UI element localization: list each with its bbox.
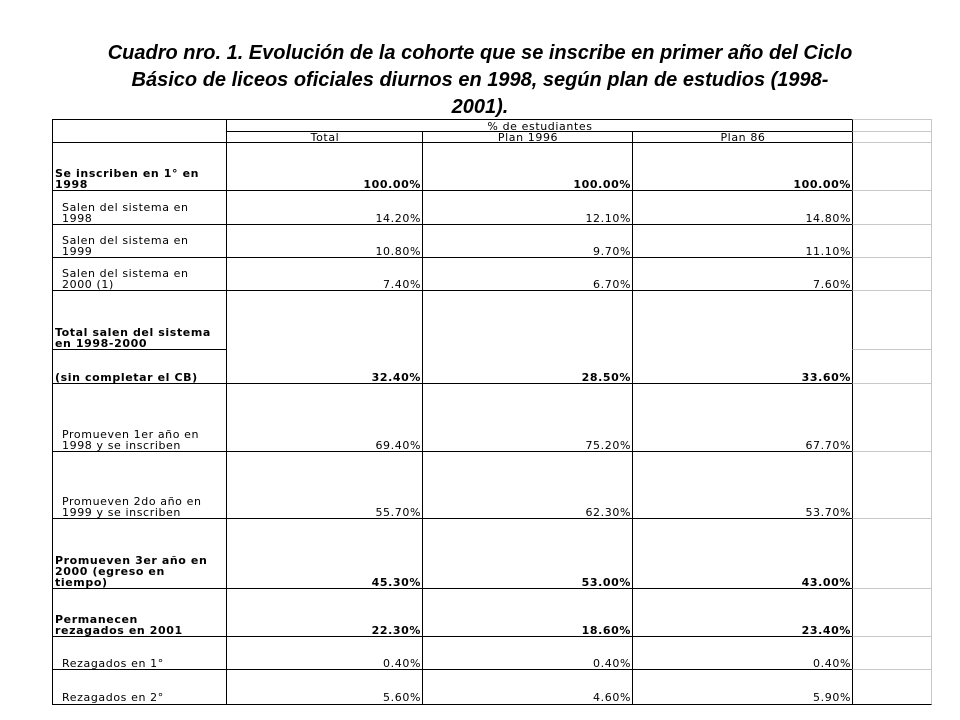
column-header-label: Plan 1996 — [497, 131, 559, 143]
row-label-line: rezagados en 2001 — [55, 624, 183, 637]
row-label-line: 1998 y se inscriben — [62, 439, 181, 452]
value-cell — [422, 451, 633, 519]
value-text: 4.60% — [593, 691, 631, 704]
value-text: 5.60% — [383, 691, 421, 704]
value-text: 28.50% — [581, 371, 631, 384]
value-cell — [422, 142, 633, 191]
value-cell — [632, 636, 853, 670]
value-cell — [632, 669, 853, 705]
value-text: 53.00% — [581, 576, 631, 589]
row-label-line: 2000 (1) — [62, 278, 114, 291]
value-text: 11.10% — [805, 245, 851, 258]
column-header-label: Total — [310, 131, 340, 143]
extra-column-cell — [852, 257, 932, 291]
extra-column-cell — [852, 190, 932, 225]
value-cell — [422, 518, 633, 589]
row-label-line: en 1998-2000 — [55, 337, 148, 350]
row-sublabel: (sin completar el CB) — [55, 371, 198, 384]
value-cell — [226, 383, 423, 452]
value-cell — [632, 451, 853, 519]
row-label-cell — [52, 142, 227, 191]
row-label-line: tiempo) — [55, 576, 108, 589]
value-text: 0.40% — [813, 657, 851, 670]
header-blank-cell — [52, 119, 227, 143]
value-cell — [422, 224, 633, 258]
value-text: 22.30% — [371, 624, 421, 637]
value-text: 14.80% — [805, 212, 851, 225]
row-label-cell — [52, 257, 227, 291]
group-header-label: % de estudiantes — [487, 119, 593, 132]
value-cell — [226, 190, 423, 225]
value-text: 7.60% — [813, 278, 851, 291]
title-line-2: Básico de liceos oficiales diurnos en 1998, según plan de estudios (1998- — [131, 69, 829, 91]
value-text: 12.10% — [585, 212, 631, 225]
value-cell — [632, 383, 853, 452]
value-cell — [226, 290, 423, 384]
value-cell — [632, 588, 853, 637]
value-cell — [422, 588, 633, 637]
title-line-1: Cuadro nro. 1. Evolución de la cohorte que se inscribe en primer año del Ciclo — [107, 42, 853, 64]
extra-column-cell — [852, 636, 932, 670]
value-text: 0.40% — [383, 657, 421, 670]
value-cell — [422, 636, 633, 670]
row-label-line: 2000 (egreso en — [55, 565, 165, 578]
row-label-cell — [52, 669, 227, 705]
value-cell — [422, 383, 633, 452]
value-text: 6.70% — [593, 278, 631, 291]
row-label-line: Promueven 3er año en — [55, 554, 208, 567]
value-text: 5.90% — [813, 691, 851, 704]
row-label-line: Total salen del sistema — [55, 326, 211, 339]
value-text: 100.00% — [793, 178, 851, 191]
value-text: 69.40% — [375, 439, 421, 452]
value-text: 55.70% — [375, 506, 421, 519]
value-cell — [226, 669, 423, 705]
value-text: 75.20% — [585, 439, 631, 452]
row-label-line: Salen del sistema en — [62, 267, 189, 280]
value-cell — [632, 290, 853, 384]
value-text: 18.60% — [581, 624, 631, 637]
value-text: 53.70% — [805, 506, 851, 519]
value-text: 62.30% — [585, 506, 631, 519]
value-text: 67.70% — [805, 439, 851, 452]
value-cell — [422, 257, 633, 291]
value-text: 0.40% — [593, 657, 631, 670]
value-cell — [422, 190, 633, 225]
row-label-line: Rezagados en 2° — [62, 691, 164, 704]
extra-column-cell — [852, 669, 932, 705]
value-text: 100.00% — [363, 178, 421, 191]
value-cell — [226, 257, 423, 291]
row-sublabel-cell — [52, 349, 227, 384]
value-text: 23.40% — [801, 624, 851, 637]
row-label-line: 1999 y se inscriben — [62, 506, 181, 519]
row-label-line: Promueven 1er año en — [62, 428, 200, 441]
row-label-line: Rezagados en 1° — [62, 657, 164, 670]
value-cell — [226, 588, 423, 637]
value-cell — [226, 518, 423, 589]
row-label-cell — [52, 518, 227, 589]
value-text: 43.00% — [801, 576, 851, 589]
row-label-line: Permanecen — [55, 613, 138, 626]
value-cell — [226, 451, 423, 519]
row-label-cell — [52, 190, 227, 225]
extra-column-cell — [852, 451, 932, 519]
row-label-cell — [52, 636, 227, 670]
value-cell — [422, 669, 633, 705]
value-text: 14.20% — [375, 212, 421, 225]
value-text: 7.40% — [383, 278, 421, 291]
row-label-line: 1998 — [62, 212, 93, 225]
row-label-cell — [52, 451, 227, 519]
row-label-cell — [52, 224, 227, 258]
value-text: 33.60% — [801, 371, 851, 384]
row-label-line: 1999 — [62, 245, 93, 258]
extra-column-cell — [852, 588, 932, 637]
row-label-line: Promueven 2do año en — [62, 495, 202, 508]
column-header-label: Plan 86 — [720, 131, 766, 143]
value-text: 32.40% — [371, 371, 421, 384]
value-cell — [632, 518, 853, 589]
row-label-line: 1998 — [55, 178, 89, 191]
row-label-cell — [52, 290, 227, 350]
row-label-line: Salen del sistema en — [62, 234, 189, 247]
value-text: 100.00% — [573, 178, 631, 191]
value-cell — [422, 290, 633, 384]
row-label-line: Salen del sistema en — [62, 201, 189, 214]
value-cell — [226, 224, 423, 258]
row-label-cell — [52, 588, 227, 637]
extra-column-cell — [852, 290, 932, 350]
extra-column-cell — [852, 383, 932, 452]
value-text: 10.80% — [375, 245, 421, 258]
row-label-line: Se inscriben en 1° en — [55, 167, 200, 180]
extra-column-cell — [852, 142, 932, 191]
extra-column-cell — [852, 224, 932, 258]
value-cell — [632, 142, 853, 191]
extra-column-cell — [852, 518, 932, 589]
value-cell — [226, 142, 423, 191]
value-cell — [632, 257, 853, 291]
row-label-cell — [52, 383, 227, 452]
value-text: 9.70% — [593, 245, 631, 258]
title-line-3: 2001). — [451, 96, 509, 118]
value-text: 45.30% — [371, 576, 421, 589]
extra-column-cell — [852, 349, 932, 384]
value-cell — [632, 224, 853, 258]
value-cell — [632, 190, 853, 225]
value-cell — [226, 636, 423, 670]
